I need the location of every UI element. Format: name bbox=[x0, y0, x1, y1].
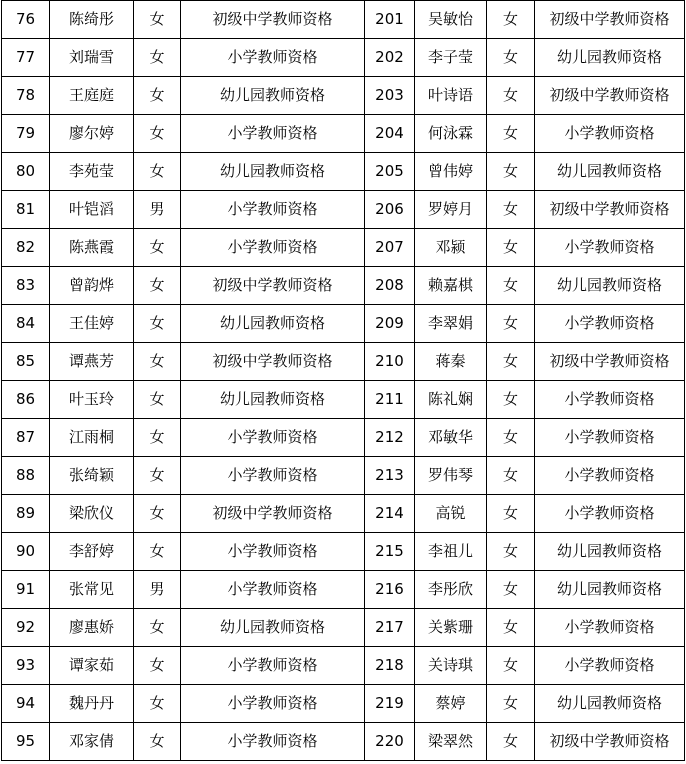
right-gender-cell: 女 bbox=[487, 419, 535, 457]
right-gender-cell: 女 bbox=[487, 77, 535, 115]
right-name-cell: 李彤欣 bbox=[415, 571, 487, 609]
left-qualification-cell: 小学教师资格 bbox=[181, 191, 365, 229]
table-row bbox=[2, 457, 685, 495]
right-serial-number-cell: 205 bbox=[365, 153, 415, 191]
left-qualification-cell: 小学教师资格 bbox=[181, 115, 365, 153]
right-name-cell: 李翠娟 bbox=[415, 305, 487, 343]
table-row bbox=[2, 381, 685, 419]
table-row bbox=[2, 305, 685, 343]
left-qualification-cell: 小学教师资格 bbox=[181, 723, 365, 761]
right-qualification-cell: 初级中学教师资格 bbox=[535, 77, 685, 115]
right-gender-cell: 女 bbox=[487, 153, 535, 191]
left-name-cell: 谭燕芳 bbox=[50, 343, 134, 381]
left-gender-cell: 女 bbox=[134, 457, 181, 495]
right-name-cell: 李祖儿 bbox=[415, 533, 487, 571]
table-row bbox=[2, 571, 685, 609]
table-row bbox=[2, 495, 685, 533]
right-qualification-cell: 幼儿园教师资格 bbox=[535, 267, 685, 305]
right-qualification-cell: 小学教师资格 bbox=[535, 305, 685, 343]
right-name-cell: 罗伟琴 bbox=[415, 457, 487, 495]
right-serial-number-cell: 208 bbox=[365, 267, 415, 305]
left-qualification-cell: 小学教师资格 bbox=[181, 533, 365, 571]
left-gender-cell: 女 bbox=[134, 115, 181, 153]
left-serial-number-cell: 82 bbox=[2, 229, 50, 267]
left-serial-number-cell: 92 bbox=[2, 609, 50, 647]
right-serial-number-cell: 204 bbox=[365, 115, 415, 153]
right-serial-number-cell: 210 bbox=[365, 343, 415, 381]
left-name-cell: 梁欣仪 bbox=[50, 495, 134, 533]
left-name-cell: 李苑莹 bbox=[50, 153, 134, 191]
left-name-cell: 曾韵烨 bbox=[50, 267, 134, 305]
right-name-cell: 何泳霖 bbox=[415, 115, 487, 153]
right-gender-cell: 女 bbox=[487, 381, 535, 419]
left-name-cell: 叶铠滔 bbox=[50, 191, 134, 229]
table-row bbox=[2, 343, 685, 381]
left-gender-cell: 女 bbox=[134, 229, 181, 267]
right-serial-number-cell: 216 bbox=[365, 571, 415, 609]
table-row bbox=[2, 191, 685, 229]
left-serial-number-cell: 77 bbox=[2, 39, 50, 77]
right-qualification-cell: 幼儿园教师资格 bbox=[535, 533, 685, 571]
right-qualification-cell: 小学教师资格 bbox=[535, 647, 685, 685]
right-gender-cell: 女 bbox=[487, 229, 535, 267]
right-name-cell: 关诗琪 bbox=[415, 647, 487, 685]
left-name-cell: 张常见 bbox=[50, 571, 134, 609]
left-name-cell: 魏丹丹 bbox=[50, 685, 134, 723]
right-serial-number-cell: 217 bbox=[365, 609, 415, 647]
right-gender-cell: 女 bbox=[487, 685, 535, 723]
left-name-cell: 廖惠娇 bbox=[50, 609, 134, 647]
right-serial-number-cell: 206 bbox=[365, 191, 415, 229]
right-serial-number-cell: 207 bbox=[365, 229, 415, 267]
left-gender-cell: 女 bbox=[134, 647, 181, 685]
left-gender-cell: 女 bbox=[134, 39, 181, 77]
right-qualification-cell: 小学教师资格 bbox=[535, 495, 685, 533]
left-gender-cell: 女 bbox=[134, 609, 181, 647]
right-gender-cell: 女 bbox=[487, 305, 535, 343]
left-qualification-cell: 小学教师资格 bbox=[181, 229, 365, 267]
left-serial-number-cell: 81 bbox=[2, 191, 50, 229]
left-serial-number-cell: 93 bbox=[2, 647, 50, 685]
right-serial-number-cell: 215 bbox=[365, 533, 415, 571]
left-serial-number-cell: 87 bbox=[2, 419, 50, 457]
table-row bbox=[2, 647, 685, 685]
left-gender-cell: 女 bbox=[134, 495, 181, 533]
right-qualification-cell: 小学教师资格 bbox=[535, 457, 685, 495]
right-name-cell: 邓敏华 bbox=[415, 419, 487, 457]
table-row bbox=[2, 723, 685, 761]
right-serial-number-cell: 214 bbox=[365, 495, 415, 533]
right-name-cell: 高锐 bbox=[415, 495, 487, 533]
left-serial-number-cell: 76 bbox=[2, 1, 50, 39]
left-qualification-cell: 幼儿园教师资格 bbox=[181, 153, 365, 191]
table-row bbox=[2, 609, 685, 647]
left-gender-cell: 女 bbox=[134, 1, 181, 39]
left-gender-cell: 女 bbox=[134, 343, 181, 381]
left-name-cell: 叶玉玲 bbox=[50, 381, 134, 419]
left-serial-number-cell: 88 bbox=[2, 457, 50, 495]
left-serial-number-cell: 89 bbox=[2, 495, 50, 533]
left-gender-cell: 女 bbox=[134, 685, 181, 723]
right-qualification-cell: 幼儿园教师资格 bbox=[535, 153, 685, 191]
left-qualification-cell: 幼儿园教师资格 bbox=[181, 77, 365, 115]
table-row bbox=[2, 1, 685, 39]
left-qualification-cell: 幼儿园教师资格 bbox=[181, 305, 365, 343]
left-name-cell: 陈燕霞 bbox=[50, 229, 134, 267]
left-serial-number-cell: 86 bbox=[2, 381, 50, 419]
left-gender-cell: 女 bbox=[134, 77, 181, 115]
left-qualification-cell: 小学教师资格 bbox=[181, 647, 365, 685]
left-qualification-cell: 初级中学教师资格 bbox=[181, 495, 365, 533]
left-serial-number-cell: 91 bbox=[2, 571, 50, 609]
right-gender-cell: 女 bbox=[487, 115, 535, 153]
right-name-cell: 曾伟婷 bbox=[415, 153, 487, 191]
table-row bbox=[2, 229, 685, 267]
left-gender-cell: 男 bbox=[134, 191, 181, 229]
left-gender-cell: 女 bbox=[134, 153, 181, 191]
left-serial-number-cell: 84 bbox=[2, 305, 50, 343]
left-serial-number-cell: 95 bbox=[2, 723, 50, 761]
left-name-cell: 邓家倩 bbox=[50, 723, 134, 761]
table-row bbox=[2, 419, 685, 457]
right-gender-cell: 女 bbox=[487, 343, 535, 381]
left-serial-number-cell: 85 bbox=[2, 343, 50, 381]
right-serial-number-cell: 202 bbox=[365, 39, 415, 77]
left-qualification-cell: 幼儿园教师资格 bbox=[181, 381, 365, 419]
left-gender-cell: 女 bbox=[134, 723, 181, 761]
left-serial-number-cell: 79 bbox=[2, 115, 50, 153]
left-gender-cell: 男 bbox=[134, 571, 181, 609]
right-qualification-cell: 小学教师资格 bbox=[535, 381, 685, 419]
right-gender-cell: 女 bbox=[487, 647, 535, 685]
left-qualification-cell: 初级中学教师资格 bbox=[181, 343, 365, 381]
right-gender-cell: 女 bbox=[487, 1, 535, 39]
right-gender-cell: 女 bbox=[487, 609, 535, 647]
right-serial-number-cell: 209 bbox=[365, 305, 415, 343]
left-qualification-cell: 小学教师资格 bbox=[181, 685, 365, 723]
right-gender-cell: 女 bbox=[487, 191, 535, 229]
right-serial-number-cell: 211 bbox=[365, 381, 415, 419]
left-gender-cell: 女 bbox=[134, 533, 181, 571]
right-name-cell: 蒋秦 bbox=[415, 343, 487, 381]
left-qualification-cell: 初级中学教师资格 bbox=[181, 267, 365, 305]
right-name-cell: 赖嘉棋 bbox=[415, 267, 487, 305]
left-serial-number-cell: 78 bbox=[2, 77, 50, 115]
right-gender-cell: 女 bbox=[487, 39, 535, 77]
right-name-cell: 梁翠然 bbox=[415, 723, 487, 761]
left-name-cell: 刘瑞雪 bbox=[50, 39, 134, 77]
right-name-cell: 叶诗语 bbox=[415, 77, 487, 115]
left-qualification-cell: 小学教师资格 bbox=[181, 571, 365, 609]
left-name-cell: 江雨桐 bbox=[50, 419, 134, 457]
left-gender-cell: 女 bbox=[134, 305, 181, 343]
roster-body bbox=[2, 1, 685, 761]
right-name-cell: 蔡婷 bbox=[415, 685, 487, 723]
right-qualification-cell: 幼儿园教师资格 bbox=[535, 39, 685, 77]
right-gender-cell: 女 bbox=[487, 723, 535, 761]
right-serial-number-cell: 220 bbox=[365, 723, 415, 761]
table-row bbox=[2, 39, 685, 77]
right-serial-number-cell: 212 bbox=[365, 419, 415, 457]
right-serial-number-cell: 219 bbox=[365, 685, 415, 723]
left-name-cell: 谭家茹 bbox=[50, 647, 134, 685]
right-qualification-cell: 小学教师资格 bbox=[535, 609, 685, 647]
left-name-cell: 陈绮彤 bbox=[50, 1, 134, 39]
right-name-cell: 李子莹 bbox=[415, 39, 487, 77]
left-qualification-cell: 初级中学教师资格 bbox=[181, 1, 365, 39]
right-qualification-cell: 幼儿园教师资格 bbox=[535, 685, 685, 723]
left-qualification-cell: 小学教师资格 bbox=[181, 419, 365, 457]
right-name-cell: 陈礼娴 bbox=[415, 381, 487, 419]
left-serial-number-cell: 83 bbox=[2, 267, 50, 305]
table-row bbox=[2, 115, 685, 153]
right-qualification-cell: 小学教师资格 bbox=[535, 115, 685, 153]
right-name-cell: 邓颍 bbox=[415, 229, 487, 267]
right-qualification-cell: 初级中学教师资格 bbox=[535, 343, 685, 381]
left-name-cell: 王佳婷 bbox=[50, 305, 134, 343]
right-gender-cell: 女 bbox=[487, 267, 535, 305]
right-serial-number-cell: 203 bbox=[365, 77, 415, 115]
right-name-cell: 吴敏怡 bbox=[415, 1, 487, 39]
roster-table bbox=[1, 0, 685, 761]
right-name-cell: 关紫珊 bbox=[415, 609, 487, 647]
table-row bbox=[2, 533, 685, 571]
table-row bbox=[2, 77, 685, 115]
table-row bbox=[2, 685, 685, 723]
right-qualification-cell: 初级中学教师资格 bbox=[535, 191, 685, 229]
left-qualification-cell: 小学教师资格 bbox=[181, 457, 365, 495]
left-gender-cell: 女 bbox=[134, 267, 181, 305]
right-qualification-cell: 幼儿园教师资格 bbox=[535, 571, 685, 609]
right-qualification-cell: 初级中学教师资格 bbox=[535, 723, 685, 761]
left-serial-number-cell: 80 bbox=[2, 153, 50, 191]
left-serial-number-cell: 90 bbox=[2, 533, 50, 571]
right-serial-number-cell: 201 bbox=[365, 1, 415, 39]
right-name-cell: 罗婷月 bbox=[415, 191, 487, 229]
left-gender-cell: 女 bbox=[134, 419, 181, 457]
left-name-cell: 王庭庭 bbox=[50, 77, 134, 115]
left-name-cell: 廖尔婷 bbox=[50, 115, 134, 153]
right-gender-cell: 女 bbox=[487, 533, 535, 571]
left-name-cell: 李舒婷 bbox=[50, 533, 134, 571]
right-qualification-cell: 小学教师资格 bbox=[535, 419, 685, 457]
table-row bbox=[2, 153, 685, 191]
left-qualification-cell: 幼儿园教师资格 bbox=[181, 609, 365, 647]
left-name-cell: 张绮颖 bbox=[50, 457, 134, 495]
right-serial-number-cell: 213 bbox=[365, 457, 415, 495]
right-gender-cell: 女 bbox=[487, 457, 535, 495]
left-serial-number-cell: 94 bbox=[2, 685, 50, 723]
right-gender-cell: 女 bbox=[487, 571, 535, 609]
left-gender-cell: 女 bbox=[134, 381, 181, 419]
right-gender-cell: 女 bbox=[487, 495, 535, 533]
right-serial-number-cell: 218 bbox=[365, 647, 415, 685]
right-qualification-cell: 小学教师资格 bbox=[535, 229, 685, 267]
table-row bbox=[2, 267, 685, 305]
right-qualification-cell: 初级中学教师资格 bbox=[535, 1, 685, 39]
left-qualification-cell: 小学教师资格 bbox=[181, 39, 365, 77]
